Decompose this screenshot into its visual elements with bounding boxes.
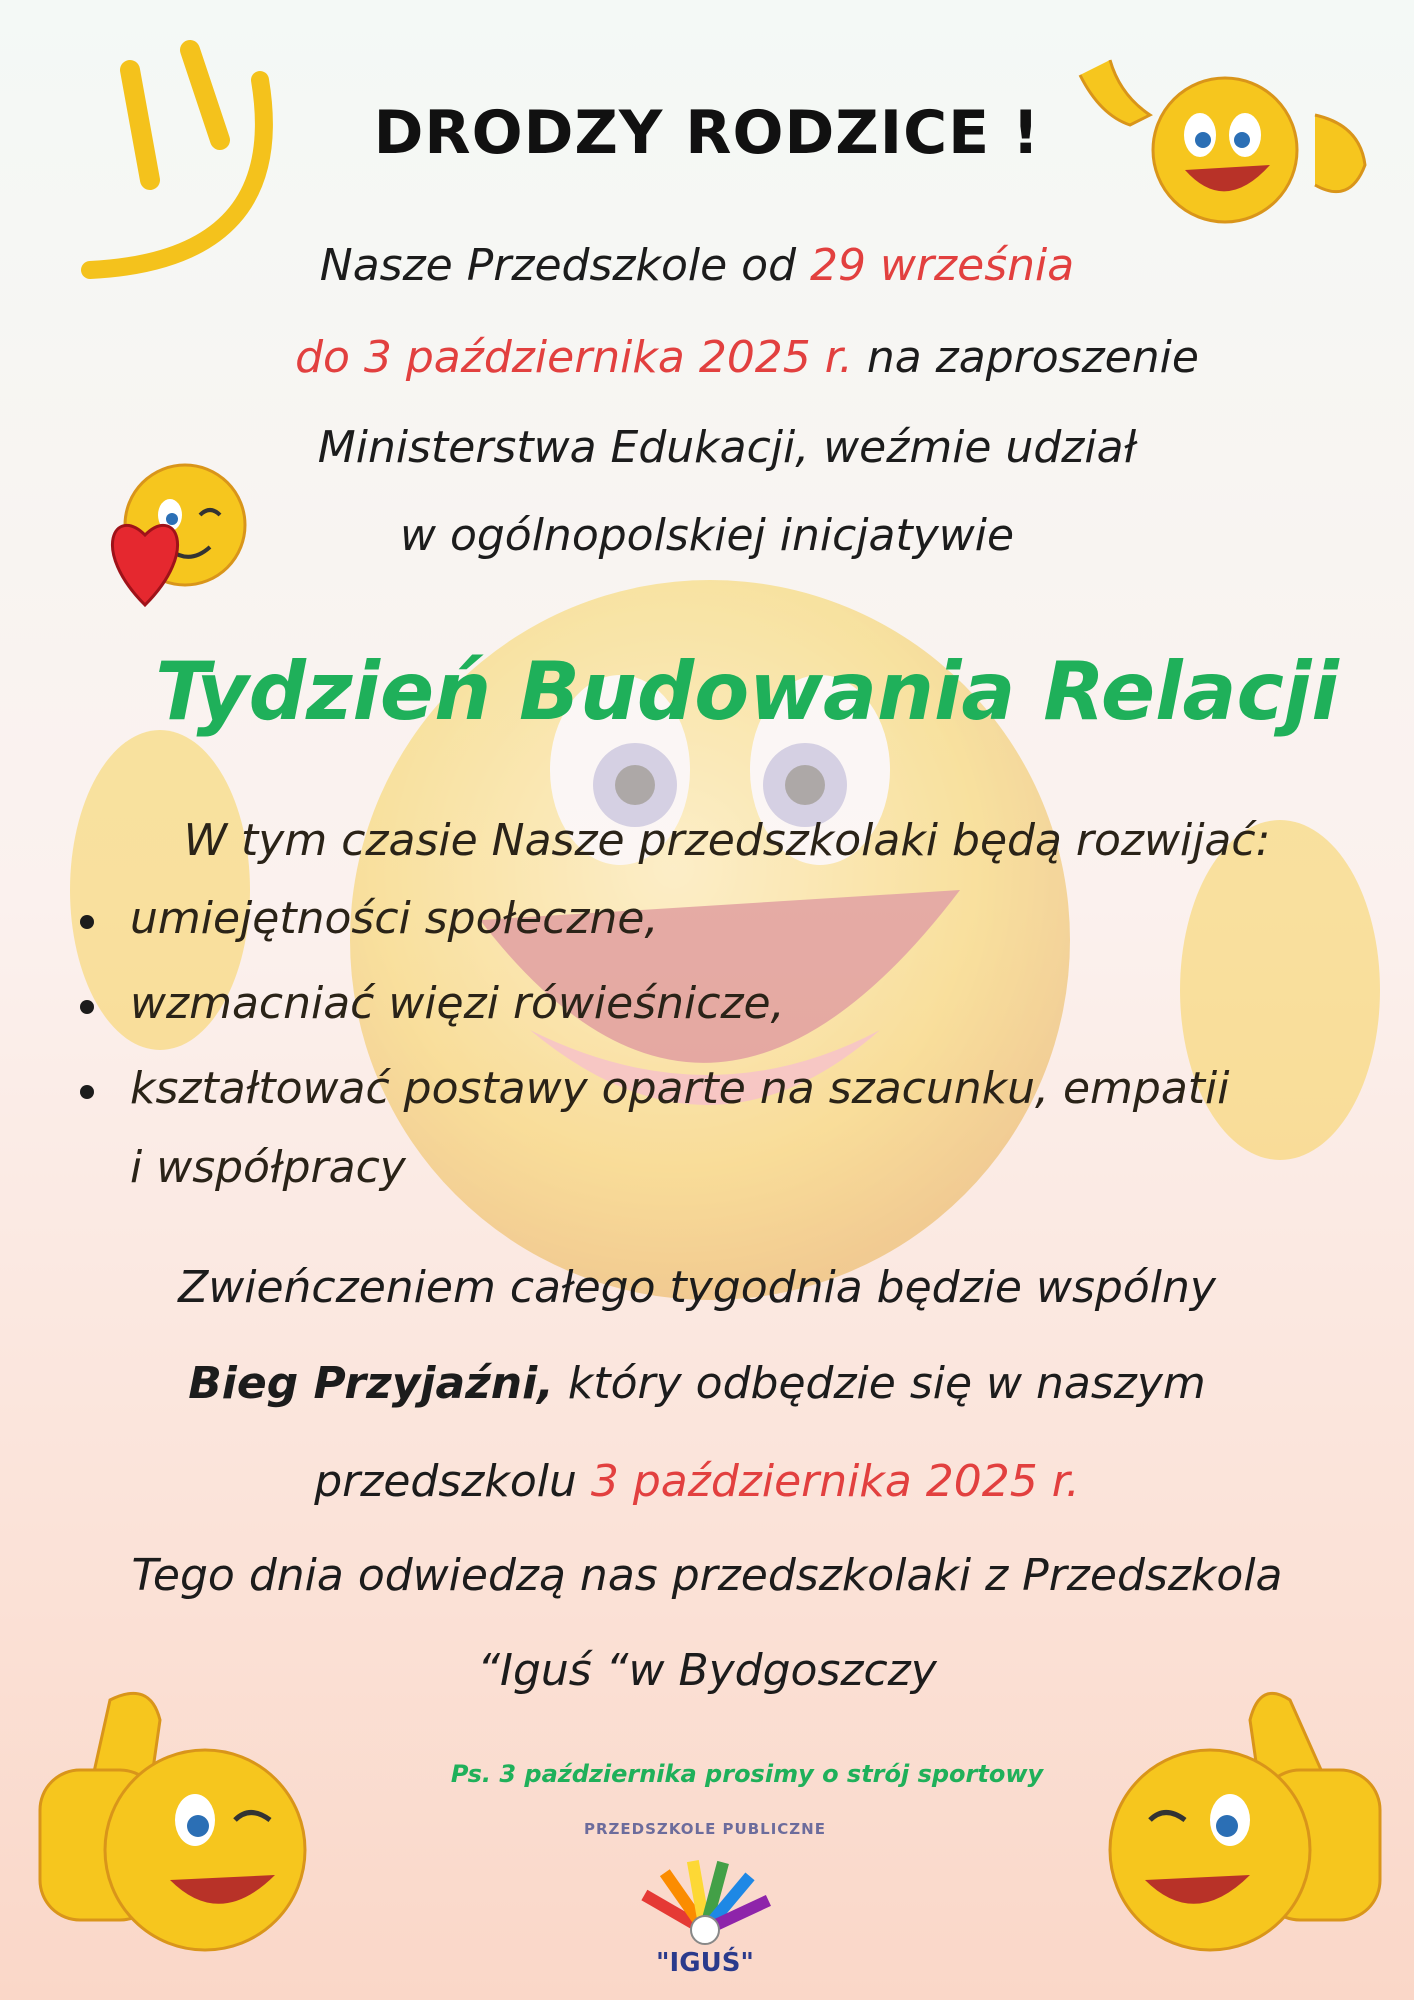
closing-line-2 <box>0 1358 1404 1409</box>
start-date: 29 września <box>810 240 1075 291</box>
intro-line-2 <box>40 332 1414 383</box>
ps-note: Ps. 3 października prosimy o strój sportowy <box>450 1760 1044 1788</box>
event-title: Tydzień Budowania Relacji <box>155 645 1339 738</box>
skill-item-3: kształtować postawy oparte na szacunku, empatii <box>130 1063 1230 1114</box>
thumbs-up-smiley-icon-right <box>1090 1680 1390 1970</box>
skills-lead: W tym czasie Nasze przedszkolaki będą rozwijać: <box>183 815 1271 866</box>
logo-arc-text: PRZEDSZKOLE PUBLICZNE <box>584 1820 826 1838</box>
run-name: Bieg Przyjaźni, <box>188 1358 554 1409</box>
skill-item-2: wzmacniać więzi rówieśnicze, <box>130 978 785 1029</box>
end-date: do 3 października 2025 r. <box>295 332 853 383</box>
bullet-icon <box>80 915 94 929</box>
closing-line-3 <box>0 1456 1404 1507</box>
thumbs-up-smiley-icon-left <box>30 1680 320 1970</box>
closing-text: który odbędzie się w naszym <box>553 1358 1206 1409</box>
closing-line-5: “Iguś “w Bydgoszczy <box>477 1645 937 1696</box>
closing-line-4: Tego dnia odwiedzą nas przedszkolaki z Przedszkola <box>131 1550 1283 1601</box>
skill-item-3-continued: i współpracy <box>130 1142 406 1193</box>
logo-name: "IGUŚ" <box>656 1948 754 1978</box>
closing-line-1: Zwieńczeniem całego tygodnia będzie wspólny <box>178 1262 1216 1313</box>
closing-text: przedszkolu <box>314 1456 591 1507</box>
page-title <box>0 98 1414 168</box>
intro-text: Nasze Przedszkole od <box>319 240 810 291</box>
bullet-icon <box>80 1000 94 1014</box>
intro-text: na zaproszenie <box>852 332 1199 383</box>
bullet-icon <box>80 1085 94 1099</box>
page-title-text: DRODZY RODZICE ! <box>373 98 1041 168</box>
intro-line-3: Ministerstwa Edukacji, weźmie udział <box>317 422 1137 473</box>
skill-item-1: umiejętności społeczne, <box>130 893 659 944</box>
intro-line-4: w ogólnopolskiej inicjatywie <box>399 510 1015 561</box>
run-date: 3 października 2025 r. <box>590 1456 1080 1507</box>
preschool-logo <box>575 1810 835 1990</box>
intro-line-1 <box>0 240 1404 291</box>
